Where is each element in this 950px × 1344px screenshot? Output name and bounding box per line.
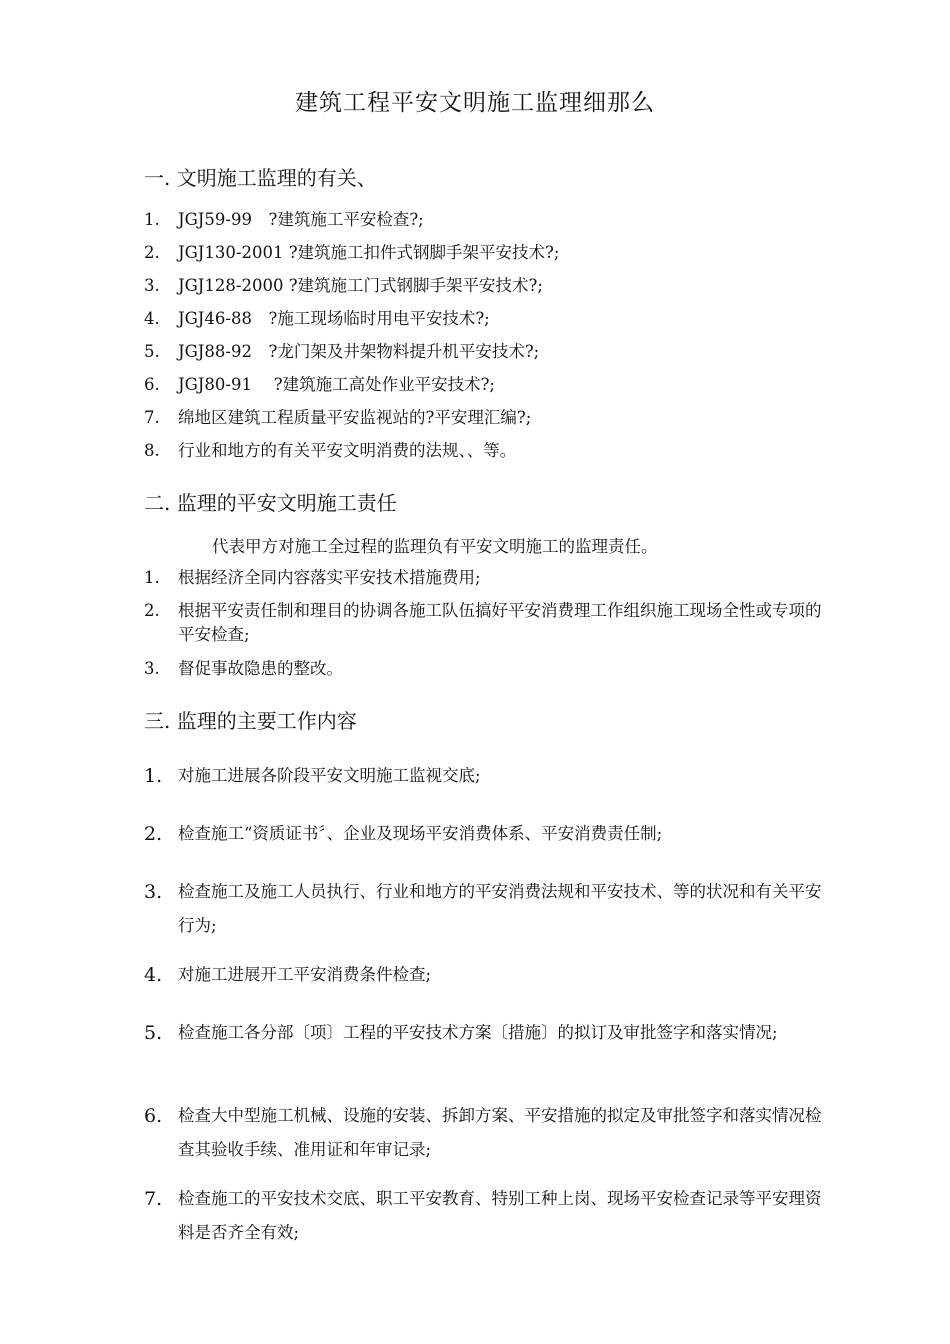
list-item-number: 3.	[144, 659, 160, 678]
list-item-number: 2.	[144, 601, 160, 620]
list-item	[144, 817, 834, 851]
list-item	[144, 241, 834, 265]
list-item	[144, 274, 834, 298]
section-2-intro: 代表甲方对施工全过程的监理负有平安文明施工的监理责任。	[212, 537, 658, 556]
document-title: 建筑工程平安文明施工监理细那么	[295, 90, 655, 116]
list-item-text: 检查施工及施工人员执行、行业和地方的平安消费法规和平安技术、等的状况和有关平安行为;	[178, 882, 822, 935]
list-item-text: JGJ88-92 ?龙门架及井架物料提升机平安技术?;	[178, 342, 540, 361]
list-item-number: 1.	[144, 210, 160, 229]
list-item-text: JGJ80-91 ?建筑施工高处作业平安技术?;	[178, 375, 495, 394]
list-item-text: JGJ59-99 ?建筑施工平安检查?;	[178, 210, 424, 229]
list-item	[144, 406, 834, 430]
list-item	[144, 307, 834, 331]
list-item	[144, 759, 834, 793]
section-3-heading: 三. 监理的主要工作内容	[144, 709, 357, 733]
list-item-text: 根据经济全同内容落实平安技术措施费用;	[178, 568, 481, 587]
list-item-number: 1.	[144, 568, 160, 587]
list-item	[144, 439, 834, 463]
list-item	[144, 1182, 834, 1250]
list-item-number: 6.	[144, 1105, 163, 1127]
list-item	[144, 208, 834, 232]
list-item-text: 对施工进展开工平安消费条件检查;	[178, 965, 432, 984]
list-item-number: 2.	[144, 823, 163, 845]
section-2-heading: 二. 监理的平安文明施工责任	[144, 491, 397, 515]
list-item-text: 督促事故隐患的整改。	[178, 659, 343, 678]
list-item-number: 5.	[144, 1022, 163, 1044]
list-item-text: 行业和地方的有关平安文明消费的法规、、等。	[178, 441, 517, 460]
list-item-text: JGJ128-2000 ?建筑施工门式钢脚手架平安技术?;	[178, 276, 543, 295]
list-item-text: 根据平安责任制和理目的协调各施工队伍搞好平安消费理工作组织施工现场全性或专项的平安检查;	[178, 601, 822, 644]
list-item	[144, 1016, 834, 1050]
list-item-number: 5.	[144, 342, 160, 361]
list-item-text: JGJ46-88 ?施工现场临时用电平安技术?;	[178, 309, 490, 328]
list-item	[144, 566, 834, 590]
list-item-number: 4.	[144, 964, 163, 986]
list-item-text: 检查施工的平安技术交底、职工平安教育、特别工种上岗、现场平安检查记录等平安理资料是否齐全有效;	[178, 1189, 822, 1242]
list-item-number: 1.	[144, 765, 163, 787]
list-item-text: 检查施工“资质证书〞、企业及现场平安消费体系、平安消费责任制;	[178, 824, 663, 843]
list-item-number: 7.	[144, 1188, 163, 1210]
list-item	[144, 373, 834, 397]
list-item-number: 4.	[144, 309, 160, 328]
list-item-text: 绵地区建筑工程质量平安监视站的?平安理汇编?;	[178, 408, 532, 427]
list-item	[144, 1099, 834, 1167]
list-item-number: 3.	[144, 276, 160, 295]
list-item-text: 对施工进展各阶段平安文明施工监视交底;	[178, 766, 481, 785]
list-item	[144, 875, 834, 943]
list-item	[144, 599, 834, 647]
list-item	[144, 340, 834, 364]
list-item-number: 6.	[144, 375, 160, 394]
list-item-number: 8.	[144, 441, 160, 460]
list-item-text: 检查大中型施工机械、设施的安装、拆卸方案、平安措施的拟定及审批签字和落实情况检查其验收手续、准用证和年审记录;	[178, 1106, 822, 1159]
list-item-number: 2.	[144, 243, 160, 262]
list-item	[144, 958, 834, 992]
list-item	[144, 657, 834, 681]
list-item-number: 3.	[144, 881, 163, 903]
section-1-heading: 一. 文明施工监理的有关、	[144, 166, 377, 190]
list-item-text: JGJ130-2001 ?建筑施工扣件式钢脚手架平安技术?;	[178, 243, 560, 262]
list-item-number: 7.	[144, 408, 160, 427]
list-item-text: 检查施工各分部〔项〕工程的平安技术方案〔措施〕的拟订及审批签字和落实情况;	[178, 1023, 778, 1042]
